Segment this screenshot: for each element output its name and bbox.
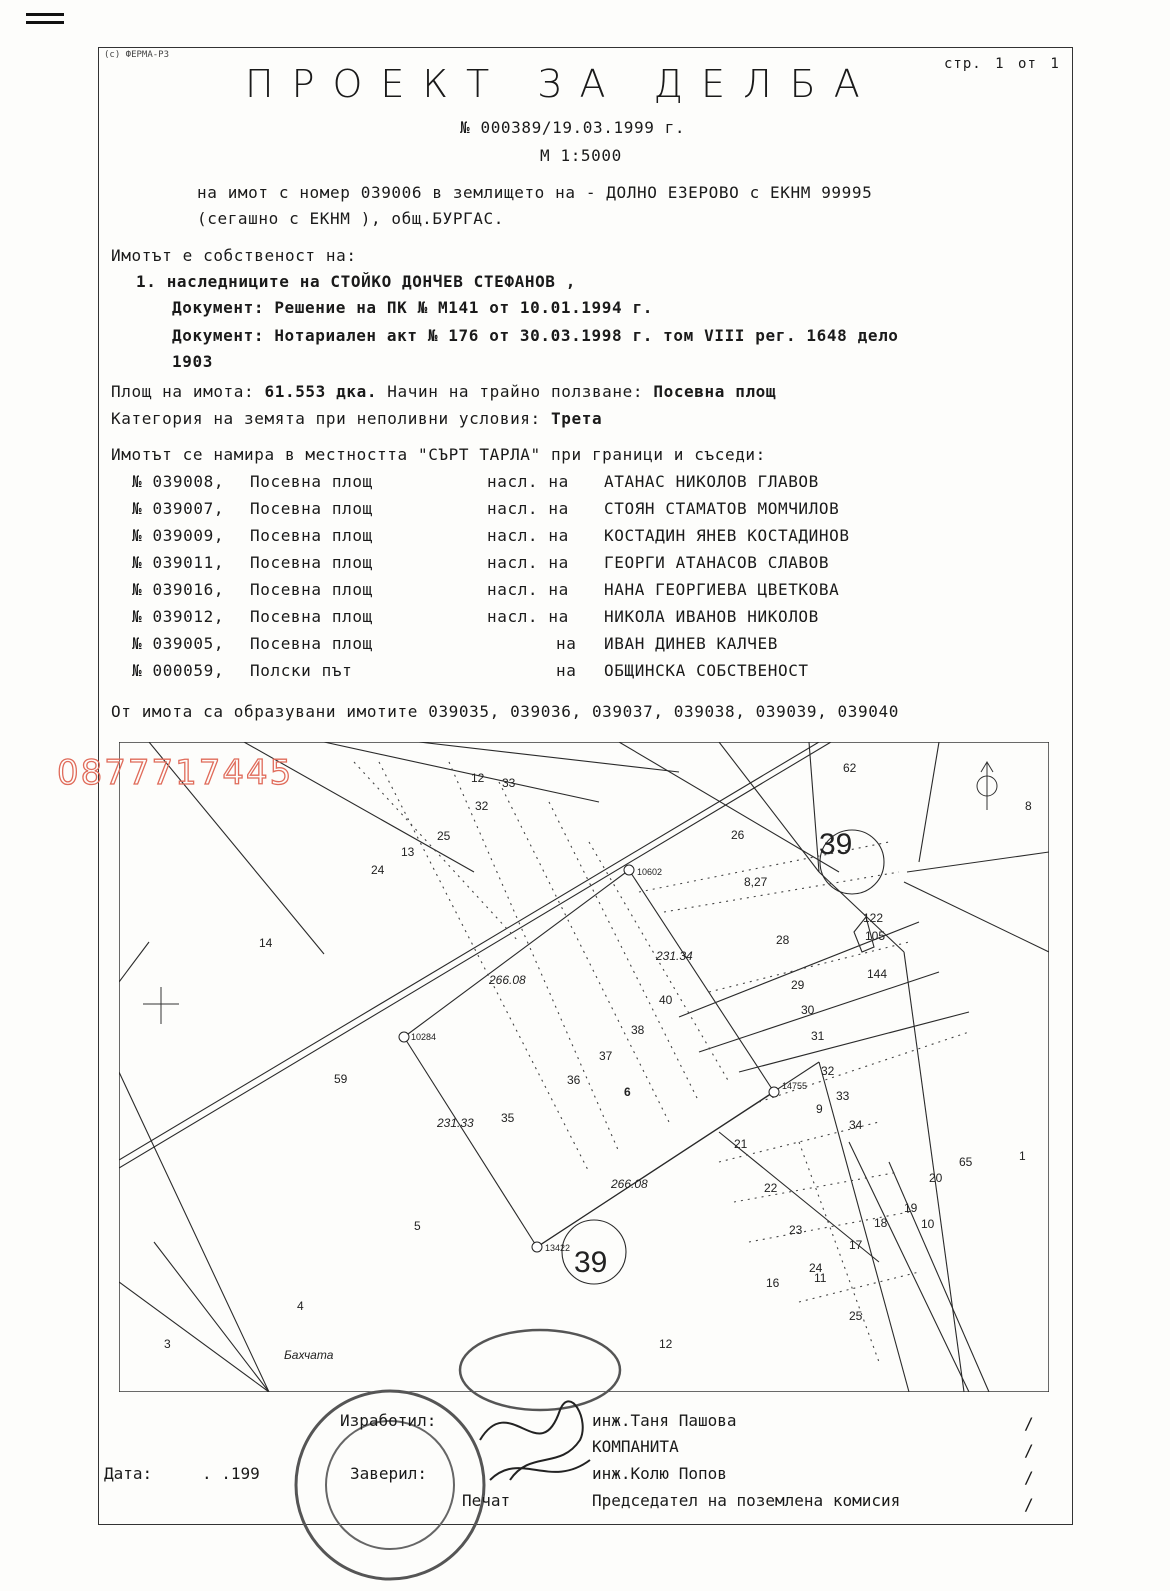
neighbor-no: № 039016, <box>132 580 225 599</box>
area-value: 61.553 дка. <box>264 382 378 401</box>
neighbor-rel: насл. на <box>487 472 569 491</box>
neighbor-name: ГЕОРГИ АТАНАСОВ СЛАВОВ <box>604 553 830 572</box>
map-label: 32 <box>475 799 489 813</box>
map-label: 8 <box>1025 799 1032 813</box>
map-label: 25 <box>849 1309 863 1323</box>
neighbor-name: КОСТАДИН ЯНЕВ КОСТАДИНОВ <box>604 526 850 545</box>
map-point-label: 14755 <box>782 1081 808 1091</box>
map-label: 37 <box>599 1049 613 1063</box>
map-label: 30 <box>801 1003 815 1017</box>
map-label: 18 <box>874 1216 888 1230</box>
scale: М 1:5000 <box>540 146 622 165</box>
property-line-1: на имот с номер 039006 в землището на - ДОЛНО ЕЗЕРОВО с ЕКНМ 99995 <box>197 183 873 202</box>
page-indicator <box>940 56 1060 72</box>
page-current: 1 <box>995 56 1005 72</box>
neighbor-type: Посевна площ <box>250 526 373 545</box>
page-title: ПРОЕКТ ЗА ДЕЛБА <box>245 62 878 106</box>
neighbor-name: СТОЯН СТАМАТОВ МОМЧИЛОВ <box>604 499 840 518</box>
neighbor-rel: насл. на <box>487 526 569 545</box>
map-label: 40 <box>659 993 673 1007</box>
map-label: 5 <box>414 1219 421 1233</box>
map-label: 16 <box>766 1276 780 1290</box>
category-value: Трета <box>551 409 603 428</box>
map-label: 31 <box>811 1029 825 1043</box>
map-label: 20 <box>929 1171 943 1185</box>
neighbor-no: № 039007, <box>132 499 225 518</box>
map-point-label: 10284 <box>411 1032 437 1042</box>
neighbor-type: Посевна площ <box>250 634 373 653</box>
map-label: 33 <box>836 1089 850 1103</box>
map-point-label: 13422 <box>545 1243 571 1253</box>
neighbor-rel: насл. на <box>487 580 569 599</box>
slash-marks: / / / / <box>1024 1414 1034 1514</box>
map-label: 34 <box>849 1118 863 1132</box>
map-label: 23 <box>789 1223 803 1237</box>
page-label: стр. <box>944 56 982 72</box>
map-label: 38 <box>631 1023 645 1037</box>
map-label: 8,27 <box>744 875 768 889</box>
chair-label: Председател на поземлена комисия <box>592 1491 901 1510</box>
map-label: 29 <box>791 978 805 992</box>
date-label: Дата: <box>104 1464 153 1483</box>
map-label: 12 <box>659 1337 673 1351</box>
doc-number: № 000389/19.03.1999 г. <box>460 118 686 137</box>
map-label: 13 <box>401 845 415 859</box>
map-label: 28 <box>776 933 790 947</box>
neighbor-name: ИВАН ДИНЕВ КАЛЧЕВ <box>604 634 778 653</box>
menu-icon[interactable] <box>26 8 64 29</box>
map-label: 3 <box>164 1337 171 1351</box>
neighbor-type: Посевна площ <box>250 553 373 572</box>
neighbor-no: № 039005, <box>132 634 225 653</box>
formed-properties: От имота са образувани имотите 039035, 039036, 039037, 039038, 039039, 039040 <box>111 702 899 721</box>
map-label: 266.08 <box>611 1177 648 1191</box>
map-label: 9 <box>816 1102 823 1116</box>
map-label: 26 <box>731 828 745 842</box>
map-label: 21 <box>734 1137 748 1151</box>
map-label: 1 <box>1019 1149 1026 1163</box>
cadastral-map <box>119 742 1049 1392</box>
neighbor-type: Посевна площ <box>250 607 373 626</box>
neighbor-name: НИКОЛА ИВАНОВ НИКОЛОВ <box>604 607 819 626</box>
document-1: Документ: Решение на ПК № М141 от 10.01.1994 г. <box>172 298 653 317</box>
area-label: Площ на имота: <box>111 382 255 401</box>
map-label: 6 <box>624 1085 631 1099</box>
company-name: КОМПАНИТА <box>592 1437 679 1456</box>
map-label: 17 <box>849 1238 863 1252</box>
map-label: 10 <box>921 1217 935 1231</box>
map-label: 33 <box>502 776 516 790</box>
use-label: Начин на трайно ползване: <box>387 382 644 401</box>
category-label: Категория на земята при неполивни условия: <box>111 409 541 428</box>
neighbor-type: Посевна площ <box>250 580 373 599</box>
map-label: Бахчата <box>284 1348 334 1362</box>
map-label: 36 <box>567 1073 581 1087</box>
page-of-label: от <box>1018 56 1037 72</box>
map-label: 22 <box>764 1181 778 1195</box>
neighbor-no: № 039011, <box>132 553 225 572</box>
neighbor-rel: насл. на <box>487 553 569 572</box>
neighbor-rel: на <box>556 634 577 653</box>
copyright: (c) ФЕРМА-РЗ <box>104 50 170 60</box>
map-label: 32 <box>821 1064 835 1078</box>
map-label: 59 <box>334 1072 348 1086</box>
map-label: 35 <box>501 1111 515 1125</box>
property-line-2: (сегашно с ЕКНМ ), общ.БУРГАС. <box>197 209 504 228</box>
map-label: 19 <box>904 1201 918 1215</box>
map-point-label: 10602 <box>637 867 663 877</box>
neighbor-rel: насл. на <box>487 607 569 626</box>
map-label: 24 <box>371 863 385 877</box>
page-total: 1 <box>1050 56 1060 72</box>
neighbor-no: № 039008, <box>132 472 225 491</box>
certified-label: Заверил: <box>350 1464 428 1483</box>
map-label: 122 <box>863 911 884 925</box>
map-label: 266.08 <box>489 973 526 987</box>
map-label: 231.33 <box>437 1116 474 1130</box>
neighbor-name: АТАНАС НИКОЛОВ ГЛАВОВ <box>604 472 819 491</box>
neighbor-type: Полски път <box>250 661 353 680</box>
watermark-phone: 0877717445 <box>57 753 294 793</box>
map-label: 39 <box>819 828 853 861</box>
map-label: 65 <box>959 1155 973 1169</box>
made-label: Изработил: <box>340 1411 437 1430</box>
document-2: Документ: Нотариален акт № 176 от 30.03.1998 г. том VIII рег. 1648 дело <box>172 326 899 345</box>
map-label: 4 <box>297 1299 304 1313</box>
category-row <box>111 409 602 428</box>
date-value: . .199 <box>202 1464 260 1483</box>
neighbor-name: ОБЩИНСКА СОБСТВЕНОСТ <box>604 661 809 680</box>
neighbor-name: НАНА ГЕОРГИЕВА ЦВЕТКОВА <box>604 580 840 599</box>
location-line: Имотът се намира в местността "СЪРТ ТАРЛА" при граници и съседи: <box>111 445 766 464</box>
map-label: 11 <box>814 1271 827 1285</box>
neighbor-rel: на <box>556 661 577 680</box>
area-row <box>111 382 776 401</box>
certified-by: инж.Колю Попов <box>592 1464 727 1483</box>
map-label: 24 <box>809 1261 823 1275</box>
owner-name: 1. наследниците на СТОЙКО ДОНЧЕВ СТЕФАНОВ , <box>136 272 577 291</box>
neighbor-no: № 039009, <box>132 526 225 545</box>
map-label: 62 <box>843 761 857 775</box>
document-2-case: 1903 <box>172 352 213 371</box>
map-label: 39 <box>574 1246 608 1279</box>
use-value: Посевна площ <box>653 382 777 401</box>
owner-label: Имотът е собственост на: <box>111 246 357 265</box>
neighbor-type: Посевна площ <box>250 472 373 491</box>
map-label: 12 <box>471 771 485 785</box>
map-label: 14 <box>259 936 273 950</box>
map-label: 144 <box>867 967 888 981</box>
map-label: 25 <box>437 829 451 843</box>
made-by: инж.Таня Пашова <box>592 1411 737 1430</box>
map-label: 231.34 <box>656 949 693 963</box>
neighbor-no: № 039012, <box>132 607 225 626</box>
neighbor-no: № 000059, <box>132 661 225 680</box>
seal-label: Печат <box>462 1491 511 1510</box>
map-label: 105 <box>865 929 886 943</box>
signature <box>470 1380 610 1500</box>
neighbor-type: Посевна площ <box>250 499 373 518</box>
neighbor-rel: насл. на <box>487 499 569 518</box>
